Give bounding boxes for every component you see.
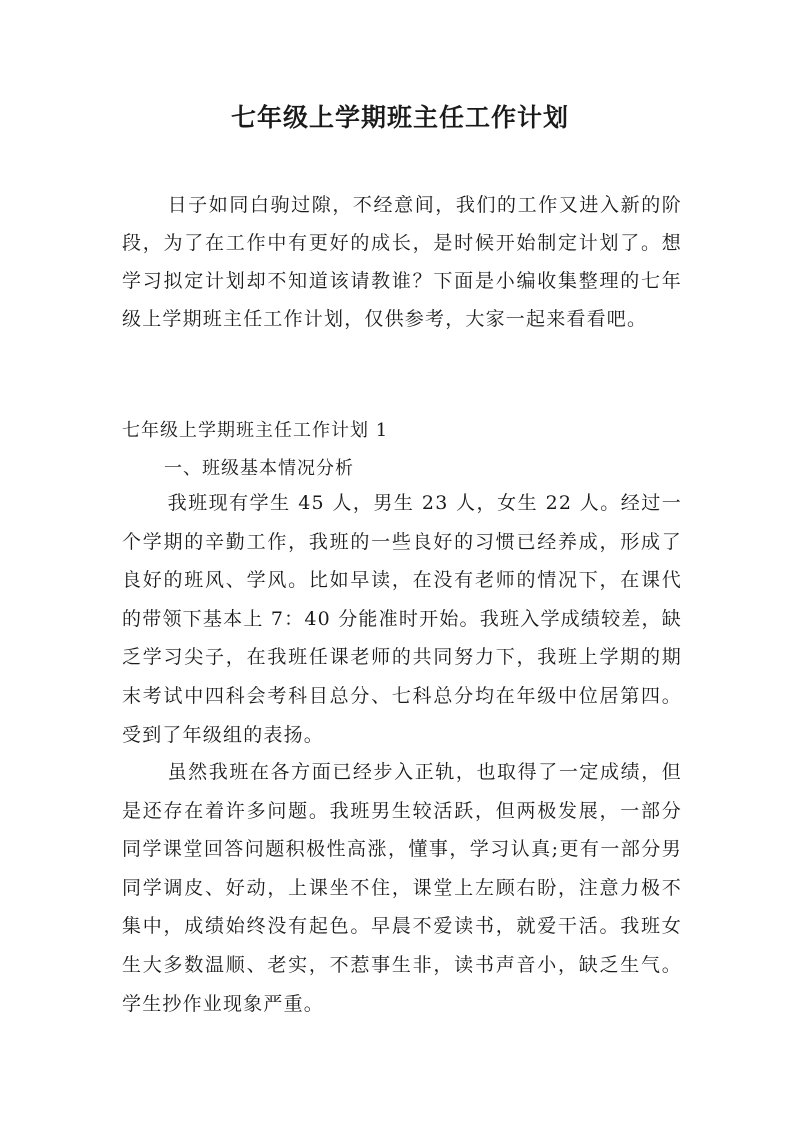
section-heading: 七年级上学期班主任工作计划 1 (122, 420, 389, 441)
subsection-heading: 一、班级基本情况分析 (164, 458, 354, 479)
body-paragraph: 我班现有学生 45 人，男生 23 人，女生 22 人。经过一个学期的辛勤工作，我班的一些良好的习惯已经养成，形成了良好的班风、学风。比如早读，在没有老师的情况下，在课代的带领下基本上 7：40 分能准时开始。我班入学成绩较差，缺乏学习尖子，在我班任课老师的共同努力下，我班上学期的期末考试中四科会考科目总分、七科总分均在年级中位居第四。受到了年级组的表扬。 (122, 492, 682, 746)
document-title: 七年级上学期班主任工作计划 (230, 103, 569, 132)
intro-paragraph: 日子如同白驹过隙，不经意间，我们的工作又进入新的阶段，为了在工作中有更好的成长，是时候开始制定计划了。想学习拟定计划却不知道该请教谁？下面是小编收集整理的七年级上学期班主任工作计划，仅供参考，大家一起来看看吧。 (122, 194, 682, 330)
body-paragraph: 虽然我班在各方面已经步入正轨，也取得了一定成绩，但是还存在着许多问题。我班男生较活跃，但两极发展，一部分同学课堂回答问题积极性高涨，懂事，学习认真;更有一部分男同学调皮、好动，上课坐不住，课堂上左顾右盼，注意力极不集中，成绩始终没有起色。早晨不爱读书，就爱干活。我班女生大多数温顺、老实，不惹事生非，读书声音小，缺乏生气。学生抄作业现象严重。 (122, 761, 682, 1015)
